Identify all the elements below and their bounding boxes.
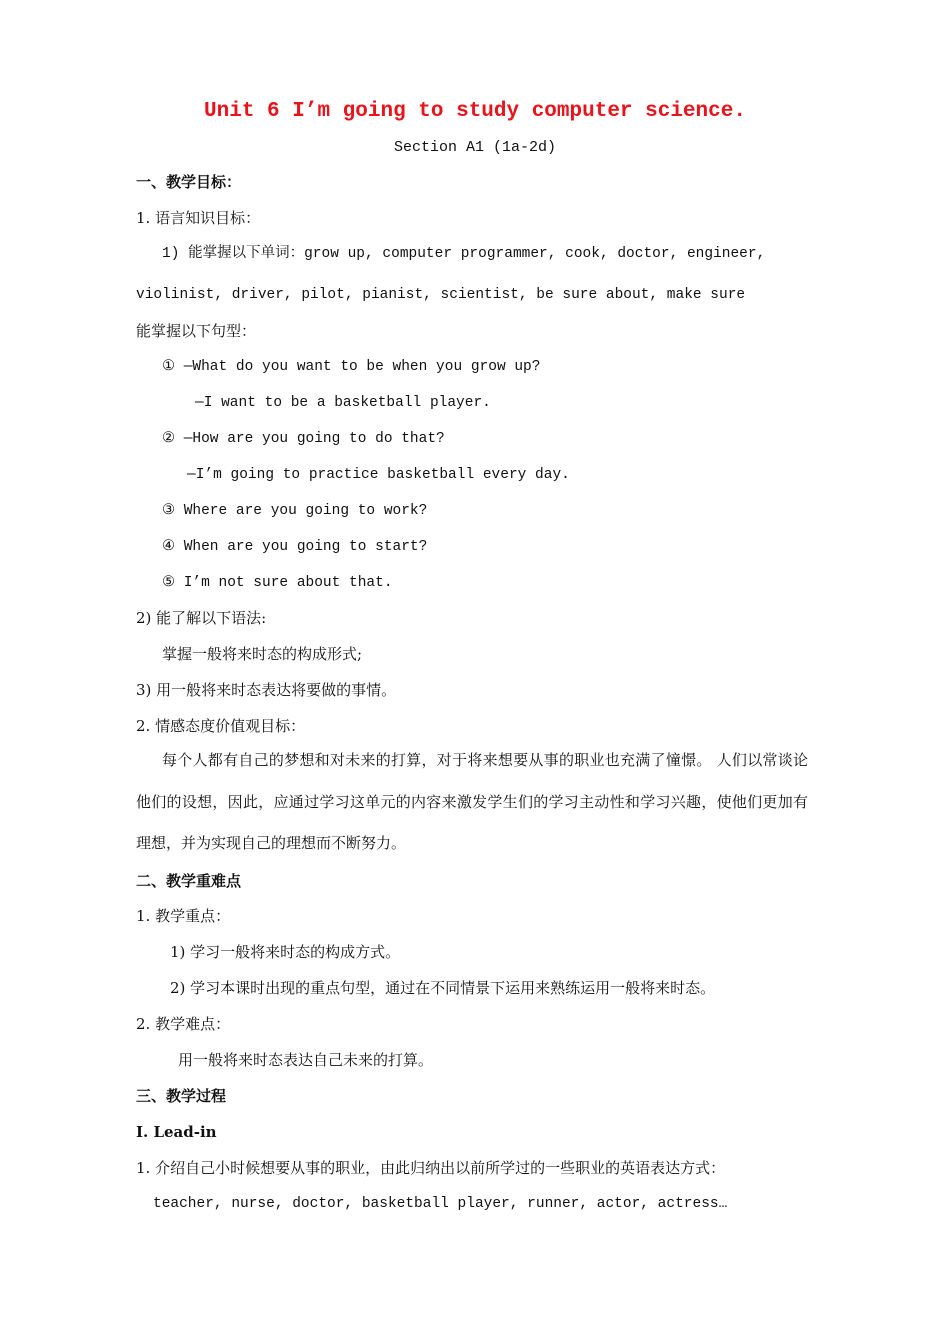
section-heading-key-points: 二、教学重难点 bbox=[136, 872, 242, 890]
sentence-4: ④ When are you going to start? bbox=[162, 539, 428, 555]
grammar-heading: 2) 能了解以下语法: bbox=[136, 609, 267, 627]
sentence-2-question: ② —How are you going to do that? bbox=[162, 431, 445, 447]
vocab-line-1: 1) 能掌握以下单词：grow up, computer programmer, cook, doctor, engineer, bbox=[162, 246, 766, 262]
lead-in-step-1: 1. 介绍自己小时候想要从事的职业，由此归纳出以前所学过的一些职业的英语表达方式： bbox=[136, 1159, 726, 1177]
sentence-2-answer: —I’m going to practice basketball every day. bbox=[187, 467, 570, 483]
lead-in-heading: Ⅰ. Lead-in bbox=[136, 1123, 217, 1141]
sentence-1-question: ① —What do you want to be when you grow up? bbox=[162, 359, 541, 375]
sentence-1-answer: —I want to be a basketball player. bbox=[195, 395, 491, 411]
key-point-2: 2) 学习本课时出现的重点句型，通过在不同情景下运用来熟练运用一般将来时态。 bbox=[170, 979, 716, 997]
goal-language-heading: 1. 语言知识目标： bbox=[136, 209, 261, 227]
difficult-points-heading: 2. 教学难点： bbox=[136, 1015, 231, 1033]
difficult-point-body: 用一般将来时态表达自己未来的打算。 bbox=[178, 1051, 434, 1069]
sentence-3: ③ Where are you going to work? bbox=[162, 503, 428, 519]
vocab-line-2: violinist, driver, pilot, pianist, scientist, be sure about, make sure bbox=[136, 287, 746, 303]
key-points-heading: 1. 教学重点： bbox=[136, 907, 231, 925]
future-tense-use: 3) 用一般将来时态表达将要做的事情。 bbox=[136, 681, 397, 699]
section-heading-process: 三、教学过程 bbox=[136, 1087, 227, 1105]
lead-in-jobs: teacher, nurse, doctor, basketball player, runner, actor, actress… bbox=[153, 1196, 728, 1212]
section-subtitle: Section A1 (1a-2d) bbox=[393, 139, 557, 156]
sentences-intro: 能掌握以下句型： bbox=[136, 322, 257, 340]
emotion-paragraph: 每个人都有自己的梦想和对未来的打算，对于将来想要从事的职业也充满了憧憬。 人们以常谈论他们的设想，因此，应通过学习这单元的内容来激发学生们的学习主动性和学习兴趣，使他们更加有理想，并为实现自己的理想而不断努力。 bbox=[136, 751, 808, 852]
document-title: Unit 6 I’m going to study computer science. bbox=[204, 100, 746, 123]
sentence-5: ⑤ I’m not sure about that. bbox=[162, 575, 393, 591]
goal-emotion-heading: 2. 情感态度价值观目标： bbox=[136, 717, 306, 735]
section-heading-objectives: 一、教学目标： bbox=[136, 173, 242, 191]
grammar-body: 掌握一般将来时态的构成形式; bbox=[162, 645, 363, 663]
key-point-1: 1) 学习一般将来时态的构成方式。 bbox=[170, 943, 401, 961]
